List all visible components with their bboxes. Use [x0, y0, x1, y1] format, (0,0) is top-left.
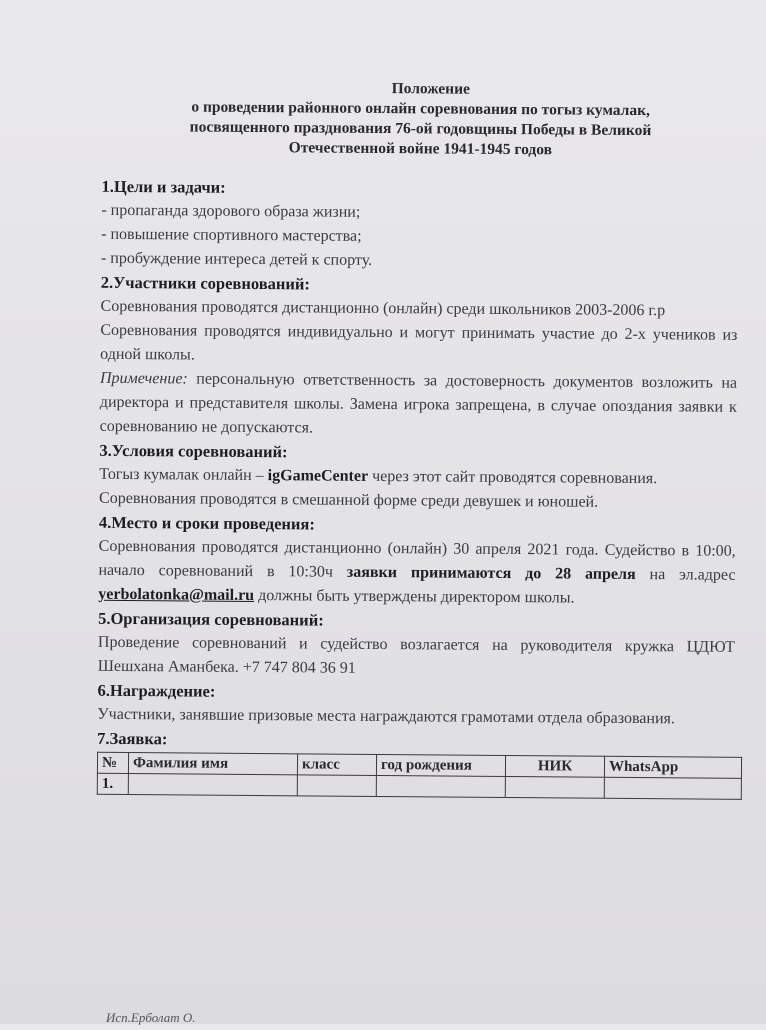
document-title	[102, 77, 740, 162]
column-header: №	[97, 752, 128, 773]
section-2-heading: 2.Участники соревнований:	[100, 272, 310, 294]
note-text: персональную ответственность за достоверность документов возложить на директора и представителя школы. Замена игрока запрещена, в случае опоздания заявки к соревнованию не допускаются.	[99, 370, 738, 437]
email-link[interactable]: yerbolatonka@mail.ru	[98, 585, 255, 605]
section-3-heading: 3.Условия соревнований:	[99, 440, 288, 462]
column-header: WhatsApp	[604, 756, 741, 778]
table-row	[97, 773, 741, 799]
application-table	[97, 752, 742, 800]
column-header: НИК	[505, 755, 604, 777]
text-fragment: Тогыз кумалак онлайн –	[99, 465, 268, 485]
list-item: - повышение спортивного мастерства;	[101, 225, 362, 245]
list-item: - пропаганда здорового образа жизни;	[101, 201, 361, 221]
table-cell: 1.	[97, 773, 128, 794]
title-line-2: о проведении районного онлайн соревнования по тогыз кумалак,	[191, 98, 651, 120]
section-2-paragraph-1: Соревнования проводятся дистанционно (онлайн) среди школьников 2003-2006 г.р	[100, 297, 666, 320]
table-cell	[128, 774, 297, 796]
note-label: Примечение:	[99, 369, 188, 388]
text-fragment: на эл.адрес	[635, 566, 736, 584]
section-6-paragraph-1: Участники, занявшие призовые места награждаются грамотами отдела образования.	[97, 705, 676, 728]
section-6-heading: 6.Награждение:	[97, 680, 216, 701]
text-fragment: должны быть утверждены директором школы.	[254, 587, 575, 607]
document-body	[97, 175, 739, 800]
title-line-4: Отечественной войне 1941-1945 годов	[288, 139, 553, 159]
section-3-paragraph-2: Соревнования проводятся в смешанной форме среди девушек и юношей.	[99, 489, 599, 511]
column-header: год рождения	[376, 754, 505, 776]
column-header: Фамилия имя	[128, 753, 297, 775]
table-cell	[376, 775, 505, 797]
deadline-text: заявки принимаются до 28 апреля	[346, 563, 636, 584]
title-line-1: Положение	[391, 80, 471, 98]
section-2-note	[100, 367, 738, 444]
section-5-paragraph-1: Проведение соревнований и судейство возлагается на руководителя кружка ЦДЮТ Шешхана Аманбека. +7 747 804 36 91	[97, 633, 736, 677]
text-fragment: через этот сайт проводятся соревнования.	[368, 467, 658, 488]
column-header: класс	[297, 754, 376, 776]
section-1-heading: 1.Цели и задачи:	[101, 176, 226, 197]
text-fragment: Соревнования проводятся дистанционно (онлайн) 30 апреля 2021 года. Судейство в 10:00, начало соревнований в 10:30ч	[98, 537, 736, 581]
section-4-paragraph-1	[98, 535, 736, 612]
section-5-heading: 5.Организация соревнований:	[98, 608, 324, 630]
table-cell	[505, 776, 604, 798]
section-7-heading: 7.Заявка:	[97, 728, 168, 749]
site-name: igGameCenter	[267, 467, 369, 485]
title-line-3: посвященного празднования 76-ой годовщины Победы в Великой	[189, 118, 652, 140]
signature-text: Исп.Ерболат О.	[106, 1010, 196, 1025]
list-item: - пробуждение интереса детей к спорту.	[100, 249, 373, 269]
table-cell	[604, 777, 741, 799]
section-2-paragraph-2: Соревнования проводятся индивидуально и могут принимать участие до 2-х учеников из одной школы.	[100, 321, 738, 364]
section-4-heading: 4.Место и сроки проведения:	[98, 512, 315, 534]
table-cell	[297, 775, 376, 797]
